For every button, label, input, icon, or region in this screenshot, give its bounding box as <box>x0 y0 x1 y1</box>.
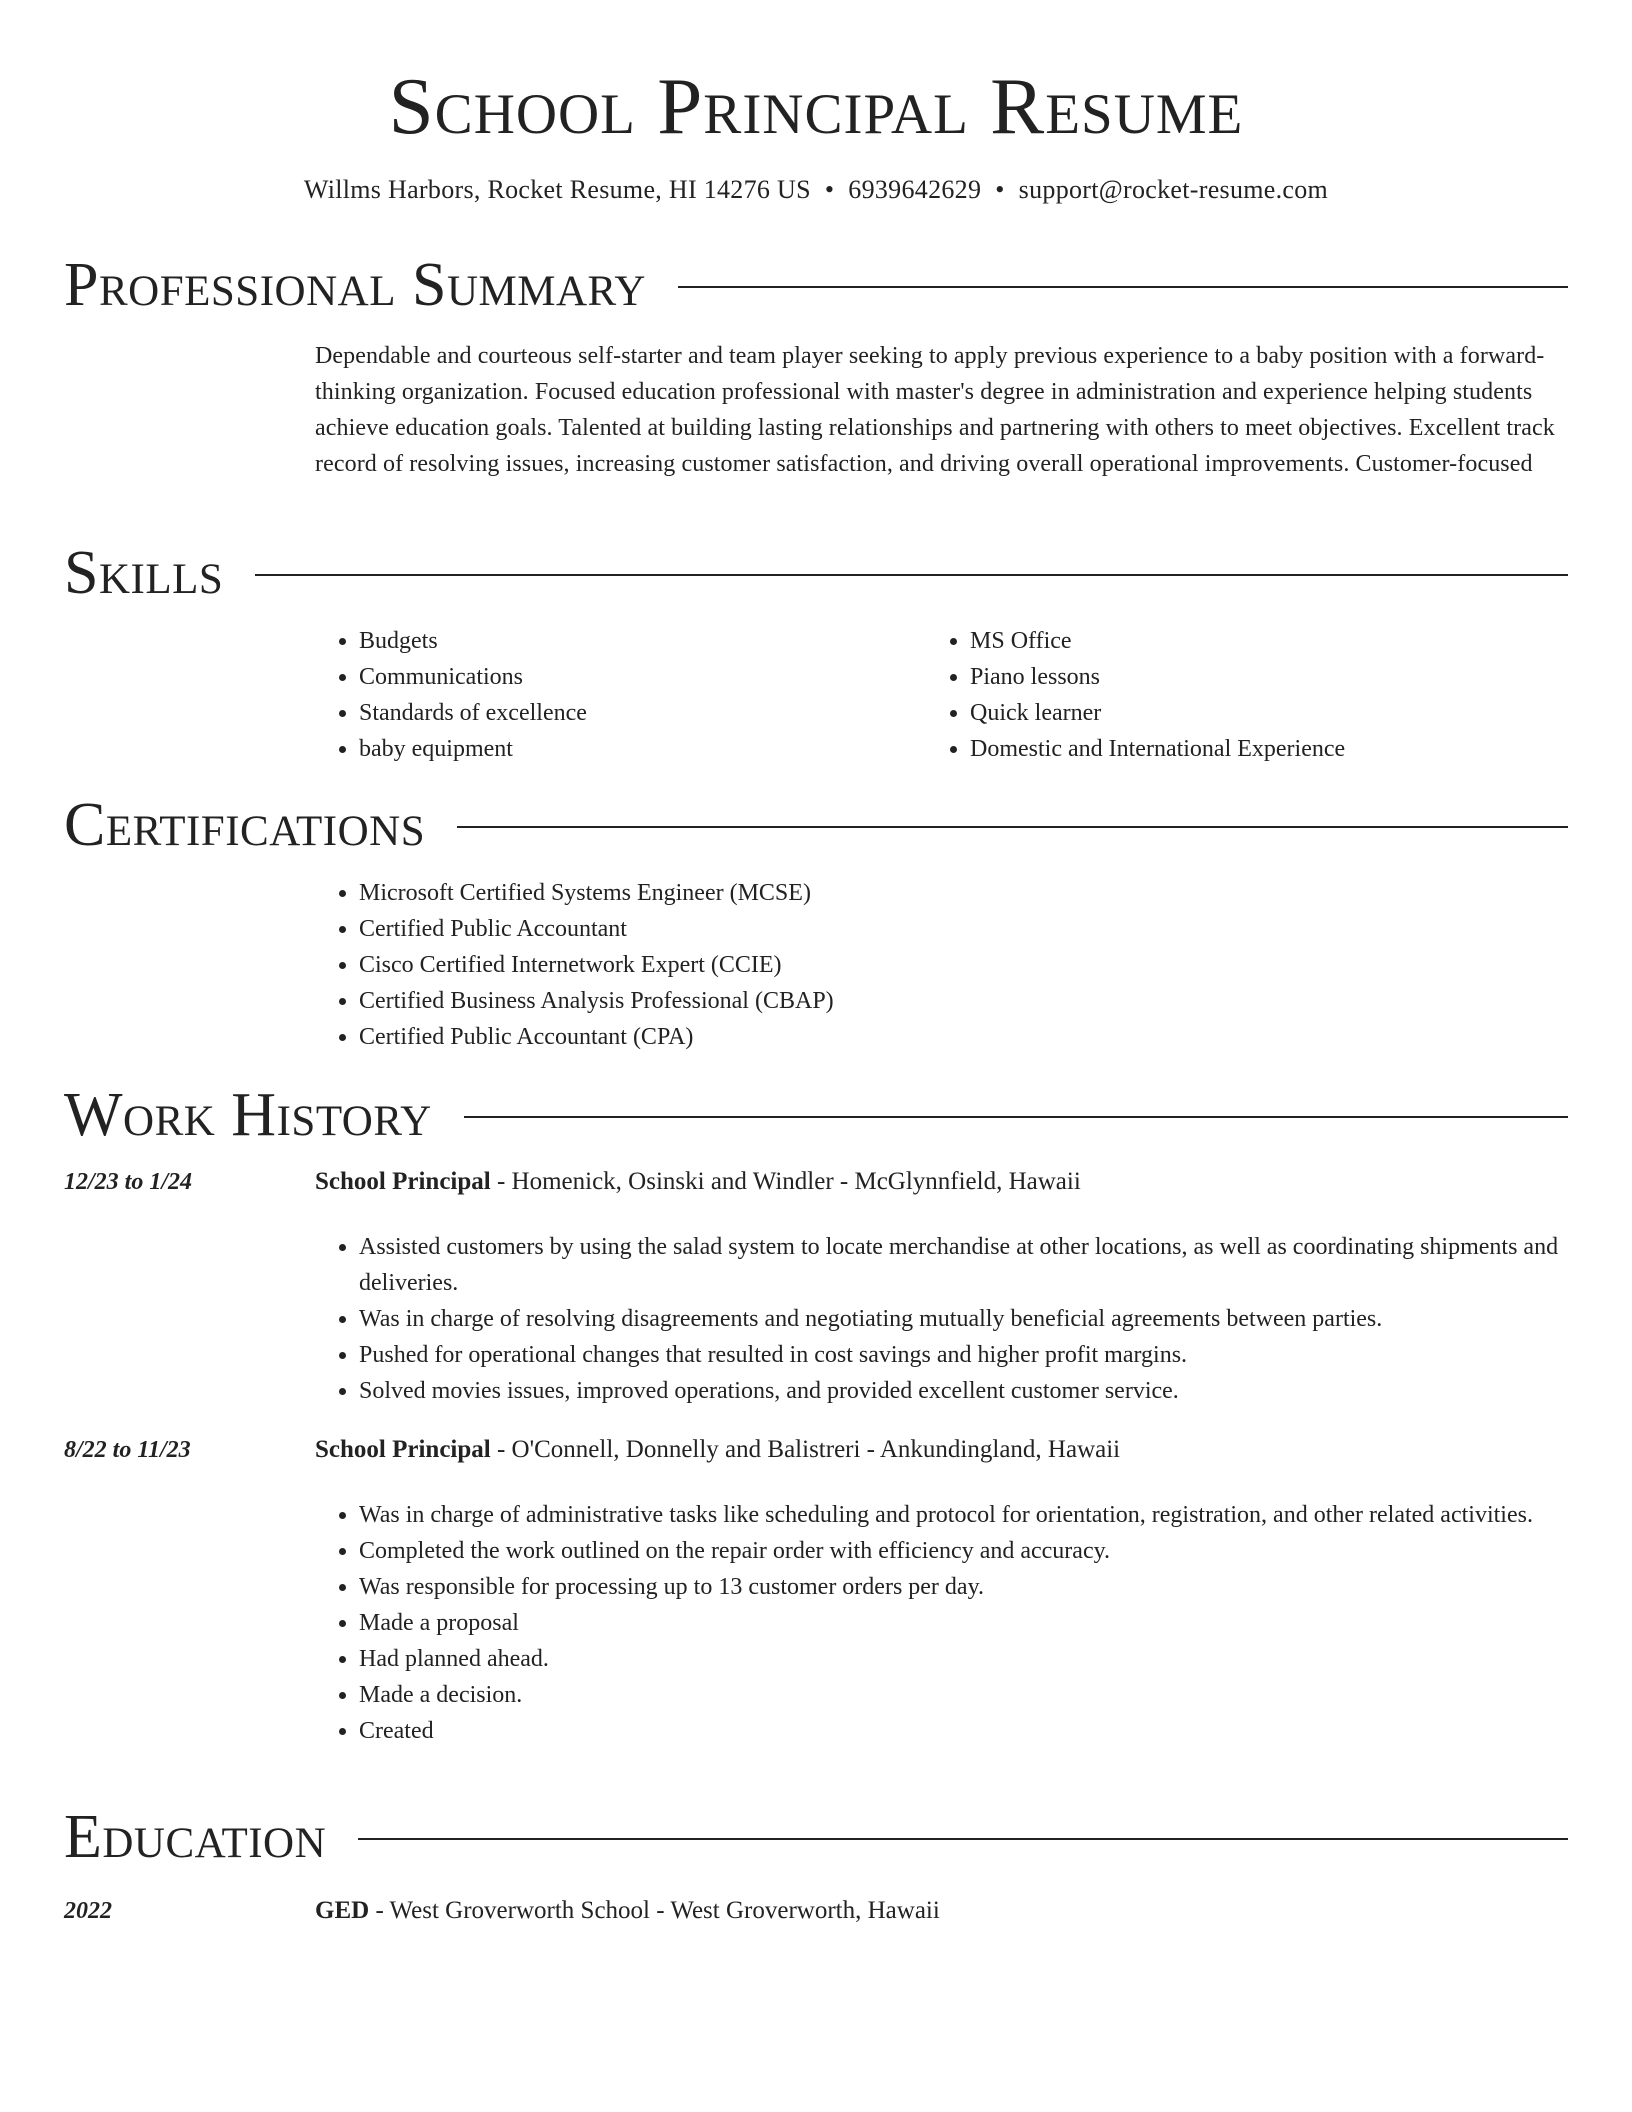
skill-item: • Quick learner <box>970 695 1610 731</box>
contact-line <box>0 174 1632 205</box>
job-bullet: • Created <box>359 1713 1614 1749</box>
skills-heading: Skills <box>64 539 224 607</box>
job-title: School Principal <box>315 1436 491 1463</box>
job-heading <box>315 1164 1570 1200</box>
skill-item: • MS Office <box>970 623 1610 659</box>
skill-item: • Budgets <box>359 623 919 659</box>
job-heading <box>315 1432 1570 1468</box>
work-heading: Work History <box>64 1081 432 1149</box>
job-dates: 12/23 to 1/24 <box>64 1169 193 1195</box>
job-bullet: • Was in charge of administrative tasks like scheduling and protocol for orientation, registration, and other related activities. <box>359 1497 1614 1533</box>
contact-separator: • <box>824 175 835 204</box>
job-bullet: • Solved movies issues, improved operations, and provided excellent customer service. <box>359 1373 1614 1409</box>
job-bullet: • Made a decision. <box>359 1677 1614 1713</box>
section-divider <box>464 1116 1568 1118</box>
job-dates: 8/22 to 11/23 <box>64 1437 191 1463</box>
education-year: 2022 <box>64 1898 112 1924</box>
resume-title: School Principal Resume <box>388 61 1244 151</box>
certification-item: • Microsoft Certified Systems Engineer (MCSE) <box>359 875 1614 911</box>
certification-item: • Certified Business Analysis Professional (CBAP) <box>359 983 1614 1019</box>
skill-item: • Communications <box>359 659 919 695</box>
skills-section-header <box>64 538 1568 608</box>
job-bullets <box>315 1229 1614 1409</box>
education-school: - West Groverworth School - West Groverworth, Hawaii <box>369 1897 940 1924</box>
certification-item: • Certified Public Accountant (CPA) <box>359 1019 1614 1055</box>
education-heading: Education <box>64 1803 327 1871</box>
job-employer: - O'Connell, Donnelly and Balistreri - Ankundingland, Hawaii <box>490 1436 1121 1463</box>
education-entry <box>315 1893 1570 1929</box>
job-bullet: • Was in charge of resolving disagreements and negotiating mutually beneficial agreements between parties. <box>359 1301 1614 1337</box>
contact-email: support@rocket-resume.com <box>1018 175 1329 204</box>
job-employer: - Homenick, Osinski and Windler - McGlynnfield, Hawaii <box>490 1168 1081 1195</box>
work-section-header <box>64 1080 1568 1150</box>
job-bullet: • Was responsible for processing up to 13 customer orders per day. <box>359 1569 1614 1605</box>
skill-item: • Domestic and International Experience <box>970 731 1610 767</box>
section-divider <box>255 574 1568 576</box>
summary-section-header <box>64 250 1568 320</box>
skills-list-right <box>926 623 1610 767</box>
section-divider <box>457 826 1568 828</box>
skills-list-left <box>315 623 919 767</box>
section-divider <box>678 286 1568 288</box>
certification-item: • Cisco Certified Internetwork Expert (CCIE) <box>359 947 1614 983</box>
job-bullet: • Had planned ahead. <box>359 1641 1614 1677</box>
contact-phone: 6939642629 <box>848 175 982 204</box>
job-title: School Principal <box>315 1168 491 1195</box>
certifications-section-header <box>64 790 1568 860</box>
skill-item: • Standards of excellence <box>359 695 919 731</box>
summary-text: Dependable and courteous self-starter and team player seeking to apply previous experience to a baby position with a forward-thinking organization. Focused education professional with master's degree in administration and experience helping students achieve education goals. Talented at building lasting relationships and partnering with others to meet objectives. Excellent track record of resolving issues, increasing customer satisfaction, and driving overall operational improvements. Customer-focused <box>315 343 1555 477</box>
skill-item: • baby equipment <box>359 731 919 767</box>
contact-address: Willms Harbors, Rocket Resume, HI 14276 US <box>303 175 811 204</box>
education-section-header <box>64 1802 1568 1872</box>
education-degree: GED <box>315 1897 370 1924</box>
job-bullet: • Completed the work outlined on the repair order with efficiency and accuracy. <box>359 1533 1614 1569</box>
certification-item: • Certified Public Accountant <box>359 911 1614 947</box>
job-bullet: • Assisted customers by using the salad system to locate merchandise at other locations, as well as coordinating shipments and deliveries. <box>359 1229 1614 1301</box>
summary-heading: Professional Summary <box>64 251 646 319</box>
job-bullet: • Made a proposal <box>359 1605 1614 1641</box>
certifications-heading: Certifications <box>64 791 426 859</box>
certifications-list <box>315 875 1614 1055</box>
job-bullets <box>315 1497 1614 1749</box>
skill-item: • Piano lessons <box>970 659 1610 695</box>
job-bullet: • Pushed for operational changes that resulted in cost savings and higher profit margins. <box>359 1337 1614 1373</box>
contact-separator: • <box>995 175 1005 204</box>
section-divider <box>358 1838 1568 1840</box>
